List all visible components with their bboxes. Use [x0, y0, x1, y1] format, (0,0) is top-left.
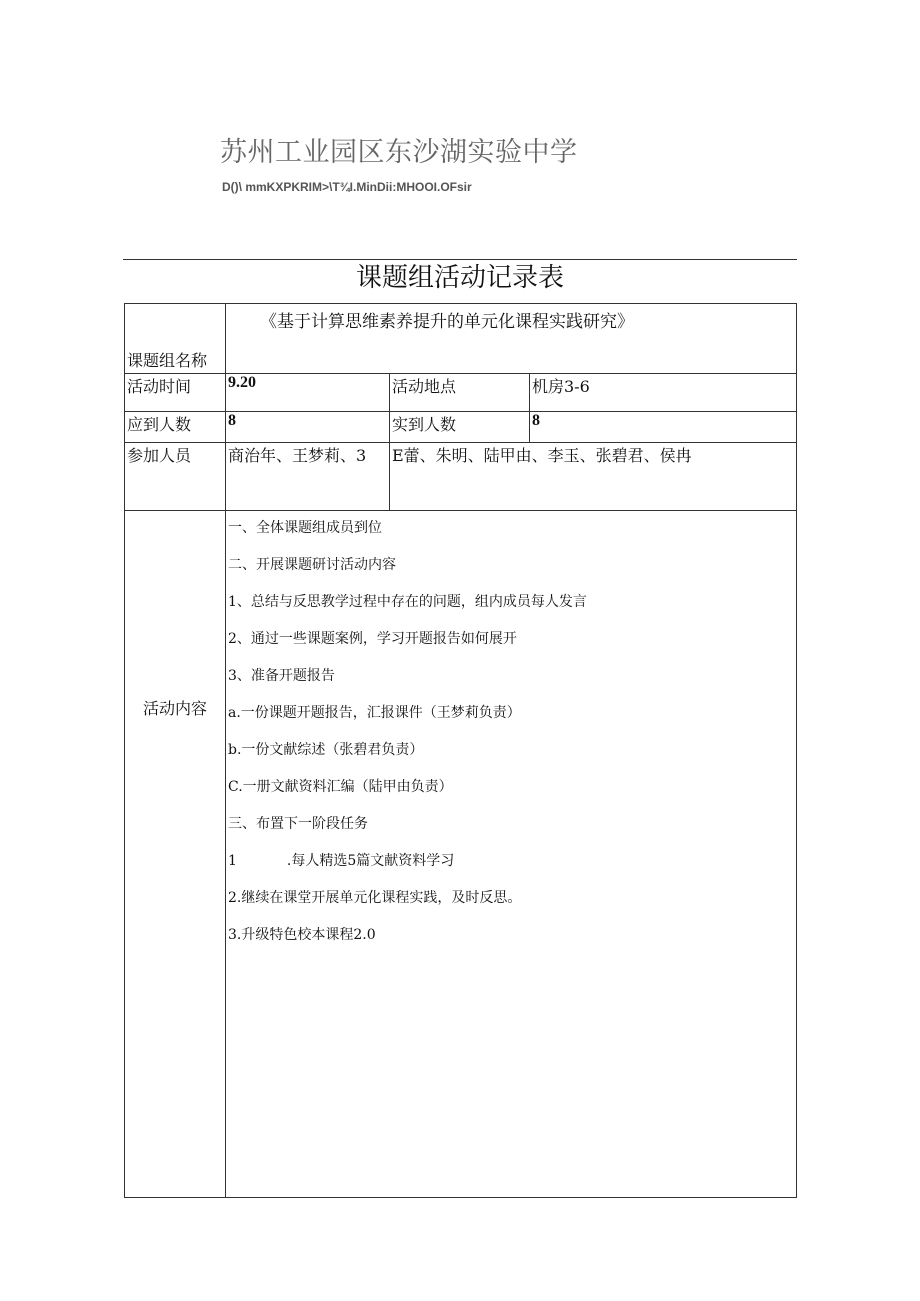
participants-value-part1: [226, 443, 390, 511]
expected-count-value: 8: [226, 412, 390, 443]
school-name: 苏州工业园区东沙湖实验中学: [220, 137, 578, 168]
content-line: 1、总结与反思教学过程中存在的问题，组内成员每人发言: [228, 594, 587, 610]
participants-row: [125, 443, 797, 511]
content-line-number: 1: [228, 853, 237, 869]
content-cell: [226, 511, 797, 1198]
time-value: 9.20: [226, 374, 390, 412]
topic-value: 《基于计算思维素养提升的单元化课程实践研究》: [260, 312, 634, 332]
count-row: [125, 412, 797, 443]
content-line: 3.升级特色校本课程2.0: [228, 927, 376, 943]
actual-count-label: 实到人数: [390, 412, 530, 443]
school-english-name: D()\ mmKXPKRIM>\T¾I.MinDii:MHOOI.OFsir: [222, 180, 472, 194]
content-line: b.一份文献综述（张碧君负责）: [228, 742, 424, 758]
content-row: [125, 511, 797, 1198]
participants-label: 参加人员: [125, 443, 226, 511]
place-label: 活动地点: [390, 374, 530, 412]
content-line: 二、开展课题研讨活动内容: [228, 557, 396, 573]
activity-record-table: [124, 303, 797, 1198]
topic-label: 课题组名称: [125, 304, 226, 374]
place-value: 机房3-6: [530, 374, 797, 412]
participants-value-part2: [390, 443, 797, 511]
content-line: 2.继续在课堂开展单元化课程实践，及时反思。: [228, 890, 522, 906]
content-line: 三、布置下一阶段任务: [228, 816, 368, 832]
topic-value-cell: [226, 304, 797, 374]
topic-row: [125, 304, 797, 374]
participants-names-1: 商治年、王梦莉、3: [228, 446, 367, 465]
content-line: 3、准备开题报告: [228, 668, 335, 684]
content-label: 活动内容: [125, 511, 226, 1198]
time-label: 活动时间: [125, 374, 226, 412]
participants-names-2: E蕾、朱明、陆甲由、李玉、张碧君、侯冉: [392, 446, 692, 465]
content-line: C.一册文献资料汇编（陆甲由负责）: [228, 779, 453, 795]
actual-count-value: 8: [530, 412, 797, 443]
content-line-numbered: [228, 852, 796, 870]
content-line: 2、通过一些课题案例，学习开题报告如何展开: [228, 631, 517, 647]
content-line-text: .每人精选5篇文献资料学习: [286, 853, 455, 869]
content-line: a.一份课题开题报告，汇报课件（王梦莉负责）: [228, 705, 521, 721]
content-line: 一、全体课题组成员到位: [228, 520, 382, 536]
time-place-row: [125, 374, 797, 412]
form-title: 课题组活动记录表: [355, 263, 564, 293]
expected-count-label: 应到人数: [125, 412, 226, 443]
